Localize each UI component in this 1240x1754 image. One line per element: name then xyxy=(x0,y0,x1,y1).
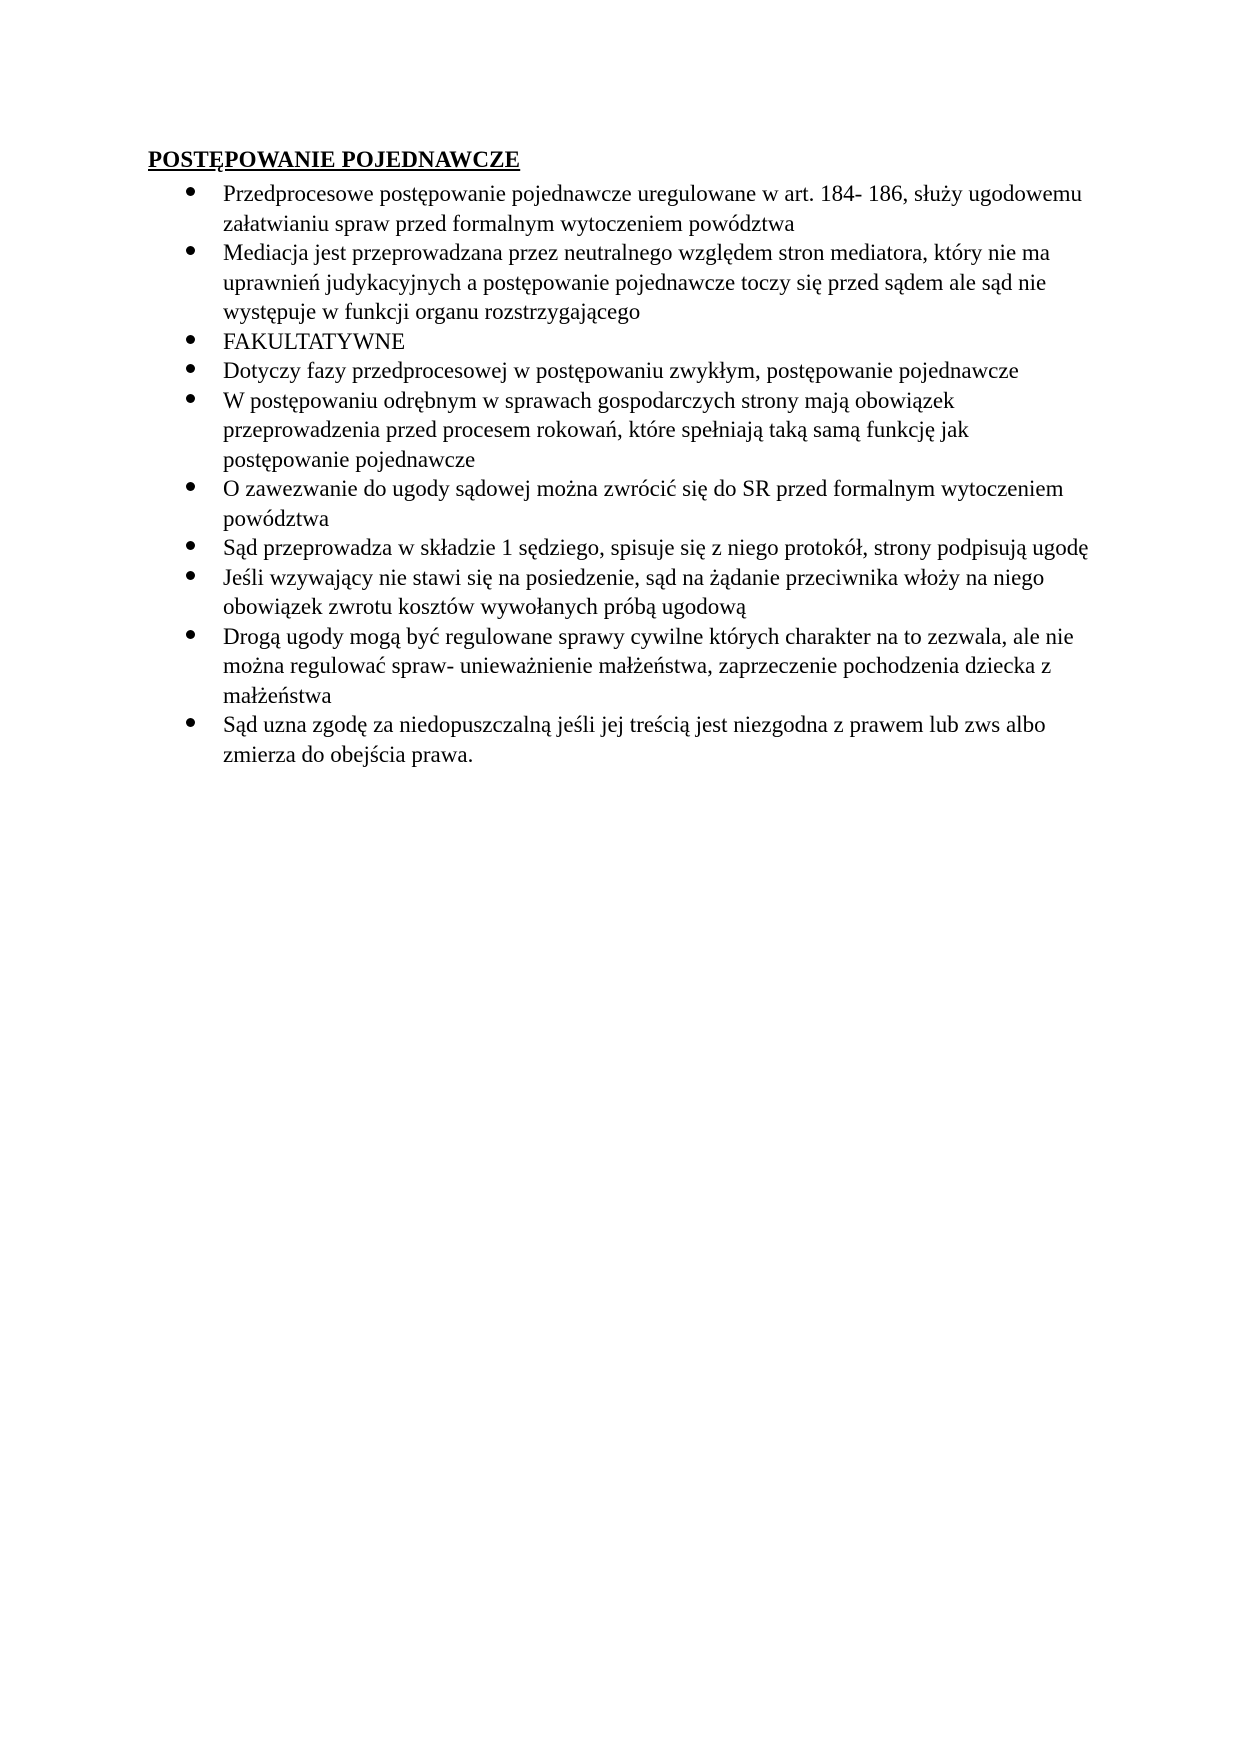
list-item-text: Sąd uzna zgodę za niedopuszczalną jeśli jej treścią jest niezgodna z prawem lub zws albo zmierza do obejścia prawa. xyxy=(223,712,1046,767)
list-item-text: O zawezwanie do ugody sądowej można zwrócić się do SR przed formalnym wytoczeniem powództwa xyxy=(223,476,1064,531)
list-item xyxy=(0,179,1093,238)
page-title: POSTĘPOWANIE POJEDNAWCZE xyxy=(148,147,521,172)
bullet-list xyxy=(0,179,1240,769)
list-item-text: Jeśli wzywający nie stawi się na posiedzenie, sąd na żądanie przeciwnika włoży na niego obowiązek zwrotu kosztów wywołanych próbą ugodową xyxy=(223,564,1045,619)
bullet-icon xyxy=(186,482,195,491)
bullet-icon xyxy=(186,630,195,639)
bullet-icon xyxy=(186,246,195,255)
bullet-icon xyxy=(186,364,195,373)
list-item xyxy=(0,356,1093,386)
list-item-text: FAKULTATYWNE xyxy=(223,328,406,354)
list-item xyxy=(0,474,1093,533)
list-item xyxy=(0,533,1093,563)
list-item xyxy=(0,238,1093,327)
list-item xyxy=(0,710,1093,769)
bullet-icon xyxy=(186,571,195,580)
list-item-text: Sąd przeprowadza w składzie 1 sędziego, spisuje się z niego protokół, strony podpisują ugodę xyxy=(223,535,1089,560)
list-item xyxy=(0,327,1093,357)
list-item xyxy=(0,563,1093,622)
list-item-text: Przedprocesowe postępowanie pojednawcze uregulowane w art. 184- 186, służy ugodowemu załatwianiu spraw przed formalnym wytoczeniem powództwa xyxy=(223,181,1083,236)
list-item xyxy=(0,622,1093,711)
bullet-icon xyxy=(186,394,195,403)
list-item-text: Mediacja jest przeprowadzana przez neutralnego względem stron mediatora, który nie ma uprawnień judykacyjnych a postępowanie pojednawcze toczy się przed sądem ale sąd nie występuje w funkcji organu rozstrzygającego xyxy=(223,240,1051,324)
bullet-icon xyxy=(186,541,195,550)
bullet-icon xyxy=(186,718,195,727)
bullet-icon xyxy=(186,187,195,196)
bullet-icon xyxy=(186,335,195,344)
list-item-text: W postępowaniu odrębnym w sprawach gospodarczych strony mają obowiązek przeprowadzenia przed procesem rokowań, które spełniają taką samą funkcję jak postępowanie pojednawcze xyxy=(223,387,969,472)
list-item-text: Drogą ugody mogą być regulowane sprawy cywilne których charakter na to zezwala, ale nie można regulować spraw- unieważnienie małżeństwa, zaprzeczenie pochodzenia dziecka z małżeństwa xyxy=(223,623,1074,708)
list-item-text: Dotyczy fazy przedprocesowej w postępowaniu zwykłym, postępowanie pojednawcze xyxy=(223,358,1019,383)
list-item xyxy=(0,386,1093,475)
